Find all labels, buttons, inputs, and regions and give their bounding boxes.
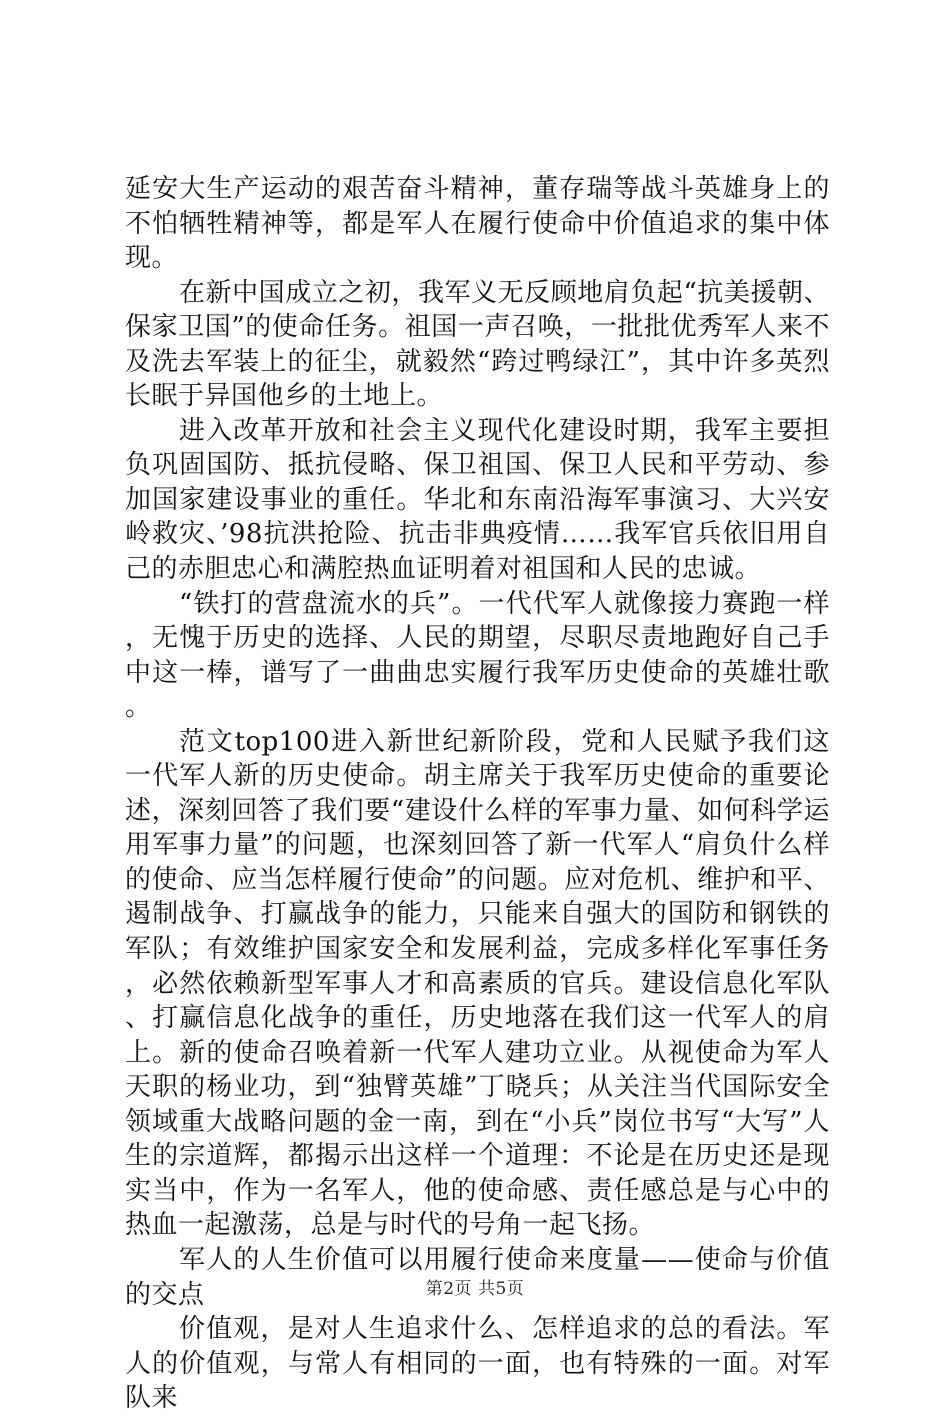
- paragraph-1: 延安大生产运动的艰苦奋斗精神，董存瑞等战斗英雄身上的不怕牺牲精神等，都是军人在履行使命中价值追求的集中体现。: [125, 174, 830, 274]
- paragraph-5: 范文top100进入新世纪新阶段，党和人民赋予我们这一代军人新的历史使命。胡主席关于我军历史使命的重要论述，深刻回答了我们要“建设什么样的军事力量、如何科学运用军事力量”的问题，也深刻回答了新一代军人“肩负什么样的使命、应当怎样履行使命”的问题。应对危机、维护和平、遏制战争、打赢战争的能力，只能来自强大的国防和钢铁的军队；有效维护国家安全和发展利益，完成多样化军事任务，必然依赖新型军事人才和高素质的官兵。建设信息化军队、打赢信息化战争的重任，历史地落在我们这一代军人的肩上。新的使命召唤着新一代军人建功立业。从视使命为军人天职的杨业功，到“独臂英雄”丁晓兵；从关注当代国际安全领域重大战略问题的金一南，到在“小兵”岗位书写“大写”人生的宗道辉，都揭示出这样一个道理：不论是在历史还是现实当中，作为一名军人，他的使命感、责任感总是与心中的热血一起激荡，总是与时代的号角一起飞扬。: [125, 726, 830, 1241]
- page-number-footer: 第2页 共5页: [425, 1279, 525, 1299]
- paragraph-3: 进入改革开放和社会主义现代化建设时期，我军主要担负巩固国防、抵抗侵略、保卫祖国、保卫人民和平劳动、参加国家建设事业的重任。华北和东南沿海军事演习、大兴安岭救灾、’98抗洪抢险、抗击非典疫情……我军官兵依旧用自己的赤胆忠心和满腔热血证明着对祖国和人民的忠诚。: [125, 415, 830, 585]
- paragraph-6: 价值观，是对人生追求什么、怎样追求的总的看法。军人的价值观，与常人有相同的一面，也有特殊的一面。对军队来: [125, 1314, 830, 1414]
- document-body: [125, 172, 830, 1416]
- paragraph-4: “铁打的营盘流水的兵”。一代代军人就像接力赛跑一样，无愧于历史的选择、人民的期望，尽职尽责地跑好自己手中这一棒，谱写了一曲曲忠实履行我军历史使命的英雄壮歌。: [125, 588, 830, 723]
- paragraph-2: 在新中国成立之初，我军义无反顾地肩负起“抗美援朝、保家卫国”的使命任务。祖国一声召唤，一批批优秀军人来不及洗去军装上的征尘，就毅然“跨过鸭绿江”，其中许多英烈长眠于异国他乡的土地上。: [125, 277, 830, 412]
- section-heading: 军人的人生价值可以用履行使命来度量——使命与价值的交点: [125, 1244, 830, 1310]
